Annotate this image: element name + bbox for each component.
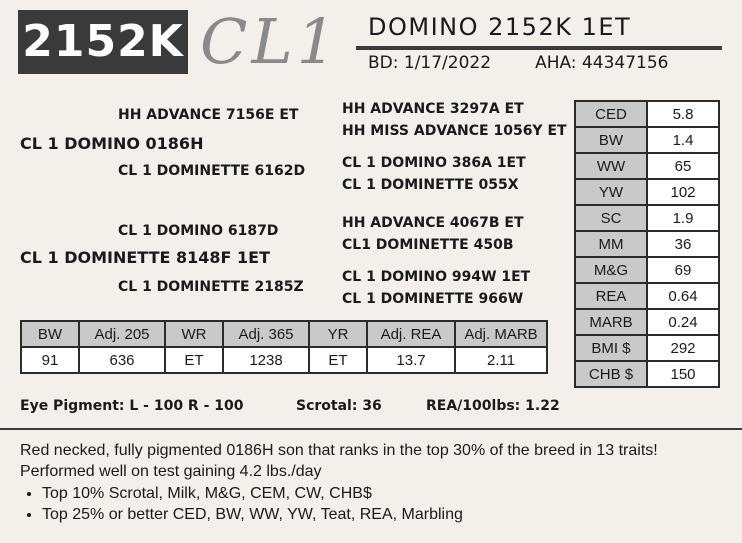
epd-value: 102 <box>647 179 719 205</box>
epd-table <box>574 100 720 388</box>
description-bullets <box>20 483 732 525</box>
epd-label: YW <box>575 179 647 205</box>
title-divider <box>356 46 722 50</box>
epd-value: 0.24 <box>647 309 719 335</box>
epd-row <box>575 231 719 257</box>
pedigree-sds: CL 1 DOMINO 386A 1ET <box>342 155 526 171</box>
performance-header: Adj. REA <box>367 321 455 347</box>
performance-value: 13.7 <box>367 347 455 373</box>
pedigree-dsd: CL1 DOMINETTE 450B <box>342 237 514 253</box>
description-divider <box>0 428 742 430</box>
pedigree-sire: CL 1 DOMINO 0186H <box>20 134 204 153</box>
epd-label: CHB $ <box>575 361 647 387</box>
pedigree-ssd: HH MISS ADVANCE 1056Y ET <box>342 123 567 139</box>
pedigree-dam: CL 1 DOMINETTE 8148F 1ET <box>20 248 270 267</box>
eye-pigment: Eye Pigment: L - 100 R - 100 <box>20 398 244 414</box>
epd-value: 65 <box>647 153 719 179</box>
performance-header: YR <box>309 321 367 347</box>
epd-label: REA <box>575 283 647 309</box>
epd-row <box>575 153 719 179</box>
epd-row <box>575 101 719 127</box>
pedigree-sdd: CL 1 DOMINETTE 055X <box>342 177 519 193</box>
animal-name: DOMINO 2152K 1ET <box>368 13 632 41</box>
epd-value: 69 <box>647 257 719 283</box>
epd-value: 36 <box>647 231 719 257</box>
epd-value: 1.9 <box>647 205 719 231</box>
pedigree-dam-sire: CL 1 DOMINO 6187D <box>118 223 279 239</box>
cl1-logo: CL1 <box>200 5 341 78</box>
epd-row <box>575 205 719 231</box>
performance-value: 636 <box>79 347 165 373</box>
description-bullet: • Top 25% or better CED, BW, WW, YW, Teat, REA, Marbling <box>42 504 732 525</box>
description-text-2: Performed well on test gaining 4.2 lbs./day <box>20 463 322 480</box>
lot-number-badge: 2152K <box>18 10 188 74</box>
birth-date: BD: 1/17/2022 <box>368 53 492 73</box>
epd-label: BW <box>575 127 647 153</box>
performance-header: WR <box>165 321 223 347</box>
performance-header: Adj. 365 <box>223 321 309 347</box>
performance-header: BW <box>21 321 79 347</box>
birth-registration-line <box>368 52 668 74</box>
registration-number: AHA: 44347156 <box>535 53 669 73</box>
performance-header: Adj. MARB <box>455 321 547 347</box>
description <box>20 440 732 525</box>
epd-row <box>575 361 719 387</box>
epd-label: SC <box>575 205 647 231</box>
pedigree-ddd: CL 1 DOMINETTE 966W <box>342 291 524 307</box>
performance-value: 1238 <box>223 347 309 373</box>
epd-label: CED <box>575 101 647 127</box>
pedigree-dss: HH ADVANCE 4067B ET <box>342 215 524 231</box>
pedigree-sire-dam: CL 1 DOMINETTE 6162D <box>118 163 306 179</box>
performance-value: ET <box>165 347 223 373</box>
epd-row <box>575 335 719 361</box>
performance-table <box>20 320 548 374</box>
epd-label: BMI $ <box>575 335 647 361</box>
epd-label: WW <box>575 153 647 179</box>
performance-value: 2.11 <box>455 347 547 373</box>
epd-row <box>575 283 719 309</box>
epd-row <box>575 127 719 153</box>
epd-value: 150 <box>647 361 719 387</box>
performance-value: 91 <box>21 347 79 373</box>
epd-label: MM <box>575 231 647 257</box>
epd-value: 292 <box>647 335 719 361</box>
epd-value: 0.64 <box>647 283 719 309</box>
performance-header: Adj. 205 <box>79 321 165 347</box>
performance-value: ET <box>309 347 367 373</box>
epd-label: MARB <box>575 309 647 335</box>
epd-label: M&G <box>575 257 647 283</box>
rea-ratio: REA/100lbs: 1.22 <box>426 398 560 414</box>
pedigree-sire-sire: HH ADVANCE 7156E ET <box>118 107 299 123</box>
epd-row <box>575 309 719 335</box>
pedigree-dam-dam: CL 1 DOMINETTE 2185Z <box>118 279 304 295</box>
pedigree-dds: CL 1 DOMINO 994W 1ET <box>342 269 531 285</box>
description-bullet: • Top 10% Scrotal, Milk, M&G, CEM, CW, CHB$ <box>42 483 732 504</box>
epd-row <box>575 179 719 205</box>
scrotal-measure: Scrotal: 36 <box>296 398 382 414</box>
epd-value: 5.8 <box>647 101 719 127</box>
description-text-1: Red necked, fully pigmented 0186H son that ranks in the top 30% of the breed in 13 traits! <box>20 442 658 459</box>
epd-value: 1.4 <box>647 127 719 153</box>
pedigree-sss: HH ADVANCE 3297A ET <box>342 101 524 117</box>
epd-row <box>575 257 719 283</box>
